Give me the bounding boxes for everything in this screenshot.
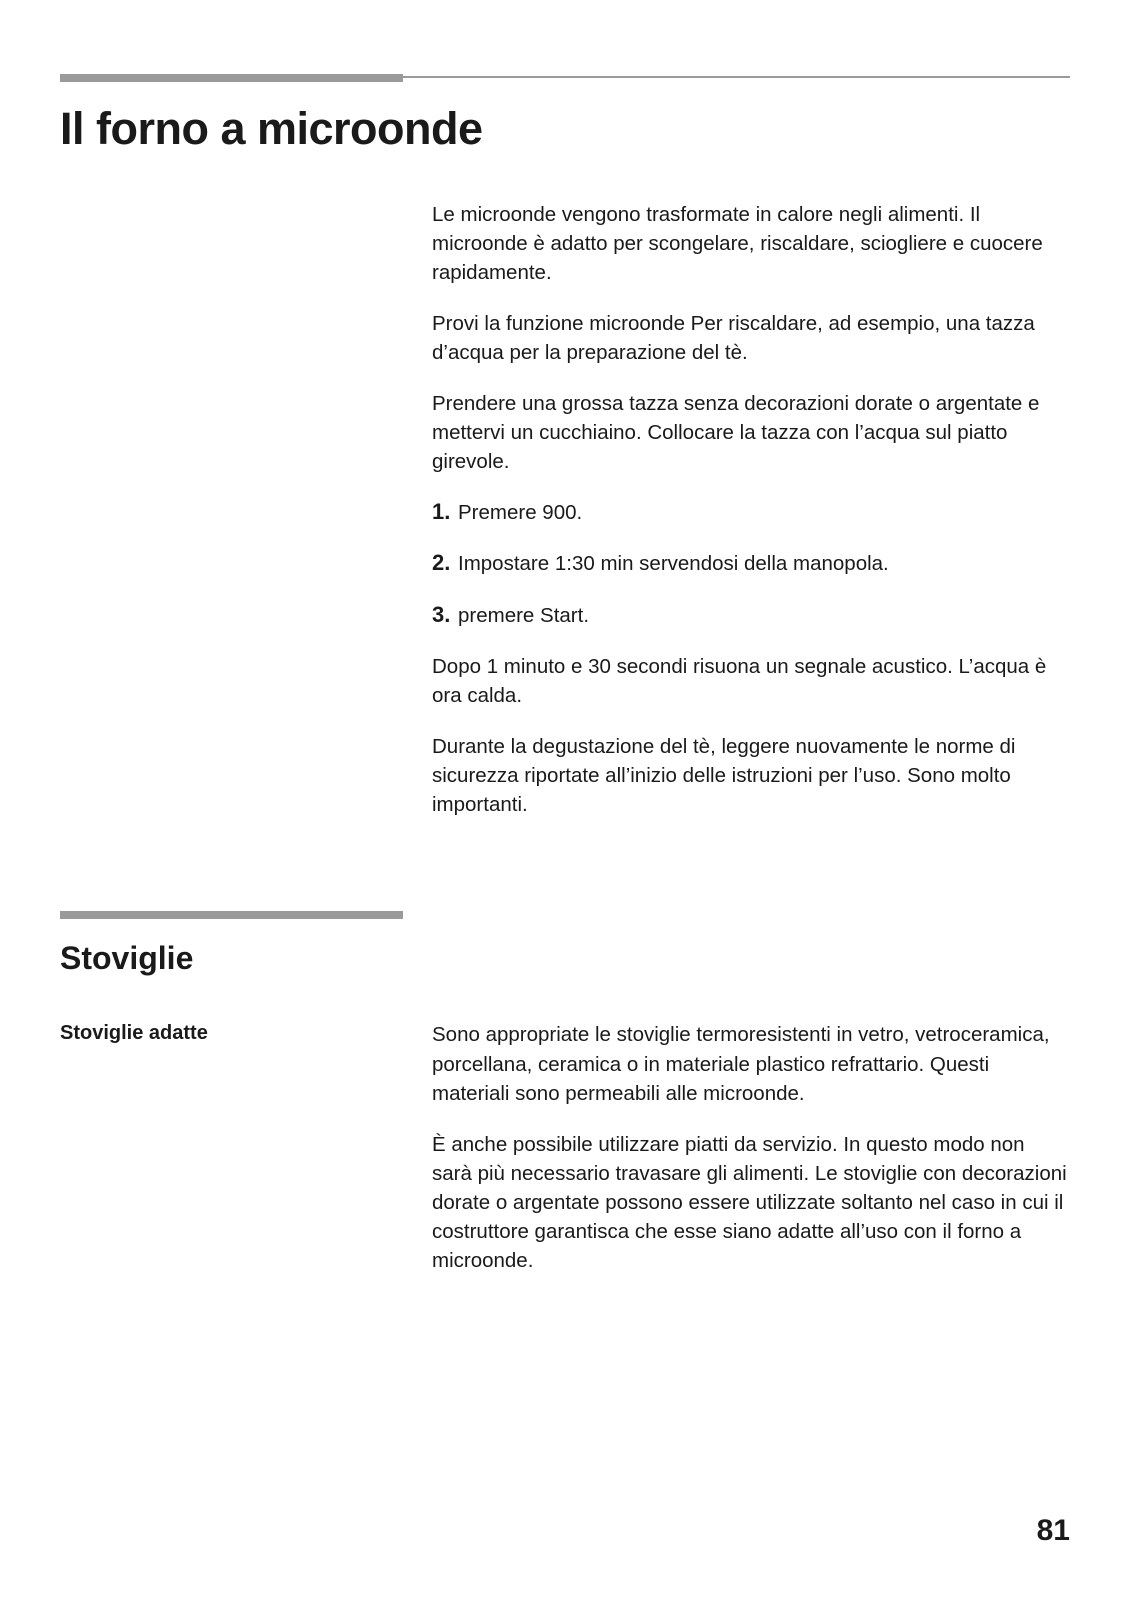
stoviglie-left-column (60, 1020, 432, 1047)
section-spacer (60, 841, 1070, 911)
header-rule (60, 74, 1070, 82)
section-rule (60, 911, 1070, 919)
top-margin (60, 0, 1070, 74)
stoviglie-section (60, 1020, 1070, 1297)
intro-right-column (432, 200, 1070, 842)
section-rule-spacer (403, 913, 1070, 915)
step-number: 1. (432, 499, 451, 525)
step-number: 3. (432, 601, 451, 627)
title-spacer (60, 154, 1070, 200)
side-label-stoviglie-adatte: Stoviglie adatte (60, 1022, 208, 1045)
after-steps-paragraph-1: Dopo 1 minuto e 30 secondi risuona un segnale acustico. L’acqua è ora calda. (432, 654, 1047, 707)
section-rule-thick (60, 911, 403, 919)
intro-paragraph-1: Le microonde vengono trasformate in calore negli alimenti. Il microonde è adatto per scongelare, riscaldare, sciogliere e cuocere rapidamente. (432, 202, 1043, 284)
header-rule-thick (60, 74, 403, 82)
stoviglie-paragraph-2: È anche possibile utilizzare piatti da servizio. In questo modo non sarà più necessario travasare gli alimenti. Le stoviglie con decorazioni dorate o argentate possono essere utilizzate soltanto nel caso in cui il costruttore garantisca che esse siano adatte all’uso con il forno a microonde. (432, 1132, 1067, 1273)
stoviglie-right-column (432, 1020, 1070, 1297)
page-number: 81 (1036, 1514, 1070, 1547)
stoviglie-paragraph-1: Sono appropriate le stoviglie termoresistenti in vetro, vetroceramica, porcellana, ceramica o in materiale plastico refrattario. Questi materiali sono permeabili alle microonde. (432, 1023, 1050, 1105)
step-text: Impostare 1:30 min servendosi della manopola. (458, 552, 889, 576)
header-rule-thin (403, 76, 1070, 78)
instruction-steps (432, 498, 1070, 629)
intro-section (60, 200, 1070, 842)
intro-paragraph-3: Prendere una grossa tazza senza decorazioni dorate o argentate e mettervi un cucchiaino. Collocare la tazza con l’acqua sul piatto girevole. (432, 392, 1040, 474)
step-text: premere Start. (458, 603, 590, 627)
list-item (432, 601, 1070, 630)
intro-paragraph-2: Provi la funzione microonde Per riscaldare, ad esempio, una tazza d’acqua per la preparazione del tè. (432, 311, 1035, 364)
page-title: Il forno a microonde (60, 103, 483, 154)
section-title-spacer (60, 976, 1070, 1020)
section-title: Stoviglie (60, 940, 194, 977)
step-text: Premere 900. (458, 501, 583, 525)
after-steps-paragraph-2: Durante la degustazione del tè, leggere nuovamente le norme di sicurezza riportate all’inizio delle istruzioni per l’uso. Sono molto importanti. (432, 734, 1016, 817)
list-item (432, 549, 1070, 578)
list-item (432, 498, 1070, 527)
step-number: 2. (432, 550, 451, 576)
